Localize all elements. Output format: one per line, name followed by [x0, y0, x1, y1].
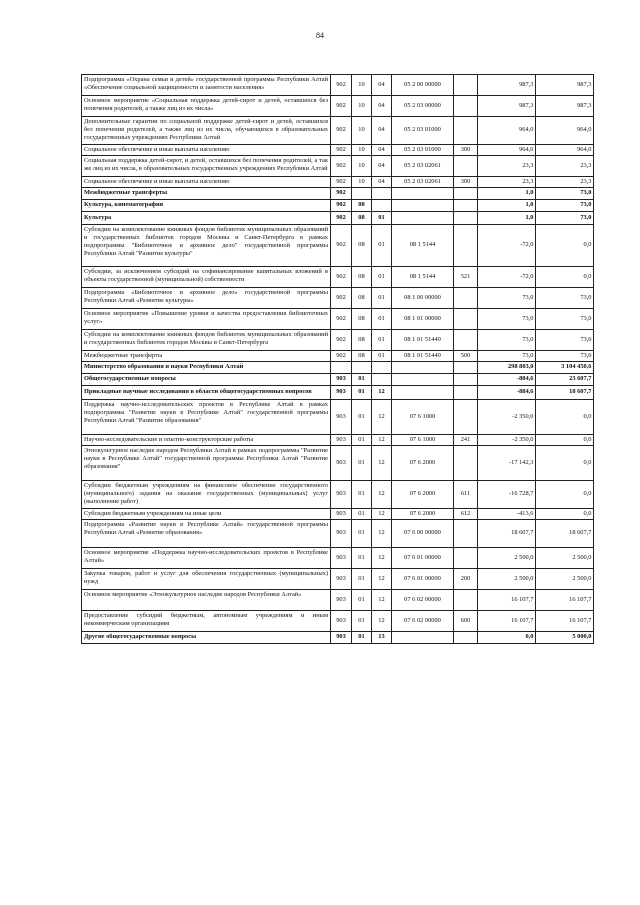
- cell-vr: 241: [454, 435, 478, 446]
- cell-name: Межбюджетные трансферты: [82, 188, 331, 200]
- cell-rz: [352, 362, 372, 374]
- cell-csr: 07 6 02 00000: [392, 590, 454, 611]
- cell-ved: 902: [331, 288, 352, 309]
- cell-rz: 01: [352, 481, 372, 509]
- cell-vr: [454, 548, 478, 569]
- cell-ved: 903: [331, 400, 352, 435]
- cell-sum1: 23,3: [478, 177, 536, 188]
- cell-pr: 01: [372, 225, 392, 267]
- cell-csr: [392, 362, 454, 374]
- cell-ved: 903: [331, 386, 352, 400]
- cell-sum1: 987,3: [478, 75, 536, 96]
- cell-csr: 07 6 00 00000: [392, 520, 454, 548]
- cell-rz: 08: [352, 330, 372, 351]
- cell-vr: [454, 75, 478, 96]
- cell-rz: 01: [352, 374, 372, 386]
- cell-pr: 12: [372, 400, 392, 435]
- table-row: [82, 611, 594, 632]
- table-row: [82, 117, 594, 145]
- cell-vr: [454, 156, 478, 177]
- cell-ved: 903: [331, 446, 352, 481]
- cell-vr: [454, 96, 478, 117]
- cell-csr: [392, 632, 454, 644]
- table-row: [82, 548, 594, 569]
- cell-vr: 300: [454, 145, 478, 156]
- cell-sum1: 964,0: [478, 145, 536, 156]
- cell-rz: 01: [352, 632, 372, 644]
- cell-vr: [454, 400, 478, 435]
- cell-vr: [454, 632, 478, 644]
- table-row: [82, 386, 594, 400]
- cell-csr: 07 6 2000: [392, 446, 454, 481]
- cell-sum2: 73,0: [536, 309, 594, 330]
- cell-csr: 05 2 03 01000: [392, 145, 454, 156]
- table-row: [82, 590, 594, 611]
- cell-pr: 12: [372, 481, 392, 509]
- cell-vr: [454, 520, 478, 548]
- cell-sum1: 73,0: [478, 309, 536, 330]
- cell-pr: 12: [372, 569, 392, 590]
- cell-vr: [454, 212, 478, 225]
- table-row: [82, 288, 594, 309]
- cell-sum2: 2 500,0: [536, 548, 594, 569]
- cell-name: Подпрограмма «Охрана семьи и детей» государственной программы Республики Алтай «Обеспечение социальной защищенности и занятости населения»: [82, 75, 331, 96]
- cell-name: Поддержка научно-исследовательских проектов в Республике Алтай в рамках подпрограммы "Развитие науки в Республике Алтай" государственной программы Республики Алтай "Развитие образования": [82, 400, 331, 435]
- cell-pr: [372, 374, 392, 386]
- cell-sum1: 987,3: [478, 96, 536, 117]
- cell-vr: [454, 590, 478, 611]
- cell-sum2: 18 607,7: [536, 520, 594, 548]
- cell-ved: 902: [331, 225, 352, 267]
- cell-ved: 902: [331, 267, 352, 288]
- cell-sum2: 73,0: [536, 351, 594, 362]
- cell-ved: 903: [331, 590, 352, 611]
- cell-rz: 08: [352, 225, 372, 267]
- cell-name: Межбюджетные трансферты: [82, 351, 331, 362]
- cell-pr: 01: [372, 212, 392, 225]
- cell-sum1: 298 803,0: [478, 362, 536, 374]
- cell-sum2: 987,3: [536, 75, 594, 96]
- table-row: [82, 362, 594, 374]
- cell-csr: 08 1 00 00000: [392, 288, 454, 309]
- cell-vr: [454, 288, 478, 309]
- cell-rz: 10: [352, 177, 372, 188]
- cell-rz: 01: [352, 520, 372, 548]
- cell-ved: 902: [331, 177, 352, 188]
- cell-name: Этнокультурное наследие народов Республики Алтай в рамках подпрограммы "Развитие науки в Республике Алтай" государственной программы Республики Алтай "Развитие образования": [82, 446, 331, 481]
- cell-name: Субсидии на комплектование книжных фондов библиотек муниципальных образований и государственных библиотек городов Москвы и Санкт-Петербурга: [82, 330, 331, 351]
- cell-csr: 08 1 01 00000: [392, 309, 454, 330]
- cell-vr: 611: [454, 481, 478, 509]
- table-row: [82, 446, 594, 481]
- cell-vr: [454, 446, 478, 481]
- cell-name: Субсидии бюджетным учреждениям на иные цели: [82, 509, 331, 520]
- cell-vr: 200: [454, 569, 478, 590]
- table-row: [82, 351, 594, 362]
- cell-ved: 902: [331, 309, 352, 330]
- table-row: [82, 330, 594, 351]
- table-row: [82, 145, 594, 156]
- cell-sum1: -2 350,0: [478, 400, 536, 435]
- cell-sum2: 16 107,7: [536, 611, 594, 632]
- cell-pr: 04: [372, 96, 392, 117]
- cell-name: Другие общегосударственные вопросы: [82, 632, 331, 644]
- table-row: [82, 225, 594, 267]
- cell-sum1: 964,0: [478, 117, 536, 145]
- cell-name: Субсидии, за исключением субсидий на софинансирование капитальных вложений в объекты государственной (муниципальной) собственности: [82, 267, 331, 288]
- table-row: [82, 200, 594, 212]
- cell-vr: 500: [454, 351, 478, 362]
- cell-ved: 902: [331, 212, 352, 225]
- cell-sum2: 18 607,7: [536, 386, 594, 400]
- table-row: [82, 569, 594, 590]
- cell-sum1: 73,0: [478, 288, 536, 309]
- cell-name: Субсидии бюджетным учреждениям на финансовое обеспечение государственного (муниципального) задания на оказание государственных (муниципальных) услуг (выполнение работ): [82, 481, 331, 509]
- cell-pr: 01: [372, 351, 392, 362]
- cell-pr: 12: [372, 590, 392, 611]
- cell-sum1: -16 728,7: [478, 481, 536, 509]
- table-row: [82, 509, 594, 520]
- cell-rz: 08: [352, 309, 372, 330]
- cell-vr: [454, 200, 478, 212]
- cell-rz: 01: [352, 590, 372, 611]
- cell-pr: [372, 188, 392, 200]
- cell-ved: 902: [331, 330, 352, 351]
- cell-sum1: 16 107,7: [478, 590, 536, 611]
- cell-name: Основное мероприятие «Повышение уровня и качества предоставления библиотечных услуг»: [82, 309, 331, 330]
- cell-vr: [454, 188, 478, 200]
- cell-pr: 01: [372, 267, 392, 288]
- cell-sum1: -72,0: [478, 225, 536, 267]
- cell-csr: 05 2 00 00000: [392, 75, 454, 96]
- table-row: [82, 156, 594, 177]
- cell-sum1: -884,6: [478, 386, 536, 400]
- cell-rz: 10: [352, 75, 372, 96]
- cell-rz: 08: [352, 200, 372, 212]
- table-row: [82, 96, 594, 117]
- cell-rz: 08: [352, 288, 372, 309]
- cell-sum2: 73,0: [536, 288, 594, 309]
- cell-vr: 612: [454, 509, 478, 520]
- cell-sum2: 3 104 450,6: [536, 362, 594, 374]
- cell-ved: 903: [331, 632, 352, 644]
- cell-sum2: 73,0: [536, 212, 594, 225]
- table-row: [82, 267, 594, 288]
- table-row: [82, 75, 594, 96]
- cell-sum2: 0,0: [536, 225, 594, 267]
- cell-sum2: 23,3: [536, 156, 594, 177]
- cell-csr: 08 1 5144: [392, 267, 454, 288]
- cell-sum1: 1,0: [478, 200, 536, 212]
- cell-name: Подпрограмма «Развитие науки в Республике Алтай» государственной программы Республики Алтай «Развитие образования»: [82, 520, 331, 548]
- cell-vr: 300: [454, 177, 478, 188]
- table-row: [82, 435, 594, 446]
- cell-rz: 01: [352, 435, 372, 446]
- cell-rz: 01: [352, 611, 372, 632]
- cell-name: Социальная поддержка детей-сирот, и детей, оставшихся без попечения родителей, а так же лиц из их числа, в образовательных государственных учреждениях Республики Алтай: [82, 156, 331, 177]
- cell-sum2: 5 000,0: [536, 632, 594, 644]
- cell-name: Прикладные научные исследования в области общегосударственных вопросов: [82, 386, 331, 400]
- cell-rz: 01: [352, 446, 372, 481]
- cell-name: Общегосударственные вопросы: [82, 374, 331, 386]
- cell-sum1: 16 107,7: [478, 611, 536, 632]
- cell-pr: 12: [372, 520, 392, 548]
- cell-pr: 04: [372, 75, 392, 96]
- table-row: [82, 309, 594, 330]
- cell-sum1: 0,0: [478, 632, 536, 644]
- cell-ved: 903: [331, 435, 352, 446]
- cell-ved: 903: [331, 611, 352, 632]
- table-row: [82, 177, 594, 188]
- cell-sum1: 2 500,0: [478, 548, 536, 569]
- cell-sum1: -2 350,0: [478, 435, 536, 446]
- cell-sum2: 964,0: [536, 145, 594, 156]
- cell-csr: 05 2 03 01000: [392, 117, 454, 145]
- cell-sum1: 1,0: [478, 188, 536, 200]
- cell-sum1: 73,0: [478, 330, 536, 351]
- cell-rz: 08: [352, 267, 372, 288]
- cell-rz: 08: [352, 212, 372, 225]
- table-row: [82, 520, 594, 548]
- cell-name: Подпрограмма «Библиотечное и архивное дело» государственной программы Республики Алтай «Развитие культуры»: [82, 288, 331, 309]
- cell-csr: 07 6 01 00000: [392, 569, 454, 590]
- cell-sum2: 73,0: [536, 188, 594, 200]
- cell-sum1: 18 607,7: [478, 520, 536, 548]
- cell-vr: [454, 362, 478, 374]
- cell-sum1: 2 500,0: [478, 569, 536, 590]
- cell-csr: 08 1 01 51440: [392, 330, 454, 351]
- cell-sum1: 23,3: [478, 156, 536, 177]
- cell-csr: 07 6 02 00000: [392, 611, 454, 632]
- cell-pr: 13: [372, 632, 392, 644]
- cell-csr: [392, 212, 454, 225]
- cell-rz: 01: [352, 400, 372, 435]
- cell-rz: 10: [352, 145, 372, 156]
- cell-pr: 04: [372, 177, 392, 188]
- cell-name: Субсидии на комплектование книжных фондов библиотек муниципальных образований и государственных библиотек городов Москвы и Санкт-Петербурга в рамках подпрограммы "Библиотечное и архивное дело" государственной программы Республики Алтай "Развитие культуры": [82, 225, 331, 267]
- cell-vr: [454, 117, 478, 145]
- cell-ved: 902: [331, 188, 352, 200]
- cell-vr: [454, 386, 478, 400]
- cell-pr: [372, 362, 392, 374]
- cell-sum1: -72,0: [478, 267, 536, 288]
- cell-rz: 10: [352, 117, 372, 145]
- cell-name: Дополнительные гарантии по социальной поддержке детей-сирот и детей, оставшихся без попечения родителей, а также лиц из их числа, обучающихся в образовательных государственных учреждениях Республики Алтай: [82, 117, 331, 145]
- cell-sum2: 73,0: [536, 200, 594, 212]
- cell-ved: 903: [331, 548, 352, 569]
- cell-name: Предоставление субсидий бюджетным, автономным учреждениям и иным некоммерческим организациям: [82, 611, 331, 632]
- cell-pr: 12: [372, 611, 392, 632]
- cell-sum2: 73,0: [536, 330, 594, 351]
- cell-csr: [392, 188, 454, 200]
- cell-name: Основное мероприятие «Этнокультурное наследие народов Республики Алтай»: [82, 590, 331, 611]
- cell-sum2: 0,0: [536, 400, 594, 435]
- cell-vr: [454, 374, 478, 386]
- cell-ved: 902: [331, 75, 352, 96]
- cell-name: Основное мероприятие «Социальная поддержка детей-сирот и детей, оставшихся без попечения родителей, а также лиц из их числа»: [82, 96, 331, 117]
- table-row: [82, 188, 594, 200]
- cell-ved: 902: [331, 200, 352, 212]
- cell-pr: 01: [372, 309, 392, 330]
- cell-sum2: 16 107,7: [536, 590, 594, 611]
- cell-sum2: 2 500,0: [536, 569, 594, 590]
- cell-name: Социальное обеспечение и иные выплаты населению: [82, 145, 331, 156]
- cell-rz: 01: [352, 509, 372, 520]
- cell-sum1: 73,0: [478, 351, 536, 362]
- cell-name: Научно-исследовательские и опытно-конструкторские работы: [82, 435, 331, 446]
- cell-rz: 01: [352, 386, 372, 400]
- cell-rz: 10: [352, 156, 372, 177]
- cell-csr: 07 6 01 00000: [392, 548, 454, 569]
- cell-pr: 12: [372, 548, 392, 569]
- cell-rz: 01: [352, 569, 372, 590]
- cell-ved: 902: [331, 117, 352, 145]
- cell-sum2: 964,0: [536, 117, 594, 145]
- table-row: [82, 212, 594, 225]
- table-row: [82, 632, 594, 644]
- cell-csr: 07 6 2000: [392, 509, 454, 520]
- cell-vr: 600: [454, 611, 478, 632]
- cell-name: Закупка товаров, работ и услуг для обеспечения государственных (муниципальных) нужд: [82, 569, 331, 590]
- cell-name: Социальное обеспечение и иные выплаты населению: [82, 177, 331, 188]
- cell-sum2: 23,3: [536, 177, 594, 188]
- cell-vr: [454, 309, 478, 330]
- table-row: [82, 374, 594, 386]
- cell-pr: 04: [372, 156, 392, 177]
- cell-rz: 08: [352, 351, 372, 362]
- cell-sum2: 0,0: [536, 435, 594, 446]
- cell-ved: 903: [331, 569, 352, 590]
- cell-pr: 12: [372, 509, 392, 520]
- cell-pr: 04: [372, 117, 392, 145]
- cell-rz: 10: [352, 96, 372, 117]
- cell-csr: 05 2 03 02061: [392, 156, 454, 177]
- cell-csr: 07 6 1000: [392, 435, 454, 446]
- cell-csr: 07 6 2000: [392, 481, 454, 509]
- cell-pr: 12: [372, 386, 392, 400]
- cell-sum2: 0,0: [536, 509, 594, 520]
- cell-pr: 01: [372, 288, 392, 309]
- cell-sum1: -413,6: [478, 509, 536, 520]
- cell-pr: 12: [372, 435, 392, 446]
- cell-ved: 902: [331, 145, 352, 156]
- cell-pr: [372, 200, 392, 212]
- cell-csr: 05 2 03 00000: [392, 96, 454, 117]
- cell-name: Министерство образования и науки Республики Алтай: [82, 362, 331, 374]
- cell-sum1: 1,0: [478, 212, 536, 225]
- cell-sum2: 0,0: [536, 446, 594, 481]
- table-row: [82, 400, 594, 435]
- cell-name: Культура: [82, 212, 331, 225]
- cell-csr: [392, 200, 454, 212]
- budget-table: [81, 74, 594, 644]
- cell-ved: 903: [331, 520, 352, 548]
- cell-ved: 902: [331, 96, 352, 117]
- cell-sum2: 0,0: [536, 267, 594, 288]
- cell-ved: 903: [331, 374, 352, 386]
- cell-ved: 903: [331, 509, 352, 520]
- cell-name: Основное мероприятие «Поддержка научно-исследовательских проектов в Республике Алтай»: [82, 548, 331, 569]
- cell-csr: [392, 374, 454, 386]
- cell-vr: [454, 225, 478, 267]
- cell-sum1: -17 142,3: [478, 446, 536, 481]
- cell-sum2: 23 607,7: [536, 374, 594, 386]
- cell-csr: 08 1 01 51440: [392, 351, 454, 362]
- cell-csr: 07 6 1000: [392, 400, 454, 435]
- cell-pr: 12: [372, 446, 392, 481]
- cell-vr: 521: [454, 267, 478, 288]
- cell-pr: 04: [372, 145, 392, 156]
- table-body: [82, 75, 594, 644]
- cell-ved: [331, 362, 352, 374]
- cell-ved: 902: [331, 156, 352, 177]
- cell-rz: [352, 188, 372, 200]
- cell-sum2: 0,0: [536, 481, 594, 509]
- cell-ved: 903: [331, 481, 352, 509]
- cell-ved: 902: [331, 351, 352, 362]
- cell-rz: 01: [352, 548, 372, 569]
- cell-name: Культура, кинематография: [82, 200, 331, 212]
- cell-csr: [392, 386, 454, 400]
- table-row: [82, 481, 594, 509]
- cell-sum1: -884,6: [478, 374, 536, 386]
- cell-csr: 08 1 5144: [392, 225, 454, 267]
- cell-vr: [454, 330, 478, 351]
- cell-pr: 01: [372, 330, 392, 351]
- cell-csr: 05 2 03 02061: [392, 177, 454, 188]
- page-number: 84: [316, 31, 324, 40]
- cell-sum2: 987,3: [536, 96, 594, 117]
